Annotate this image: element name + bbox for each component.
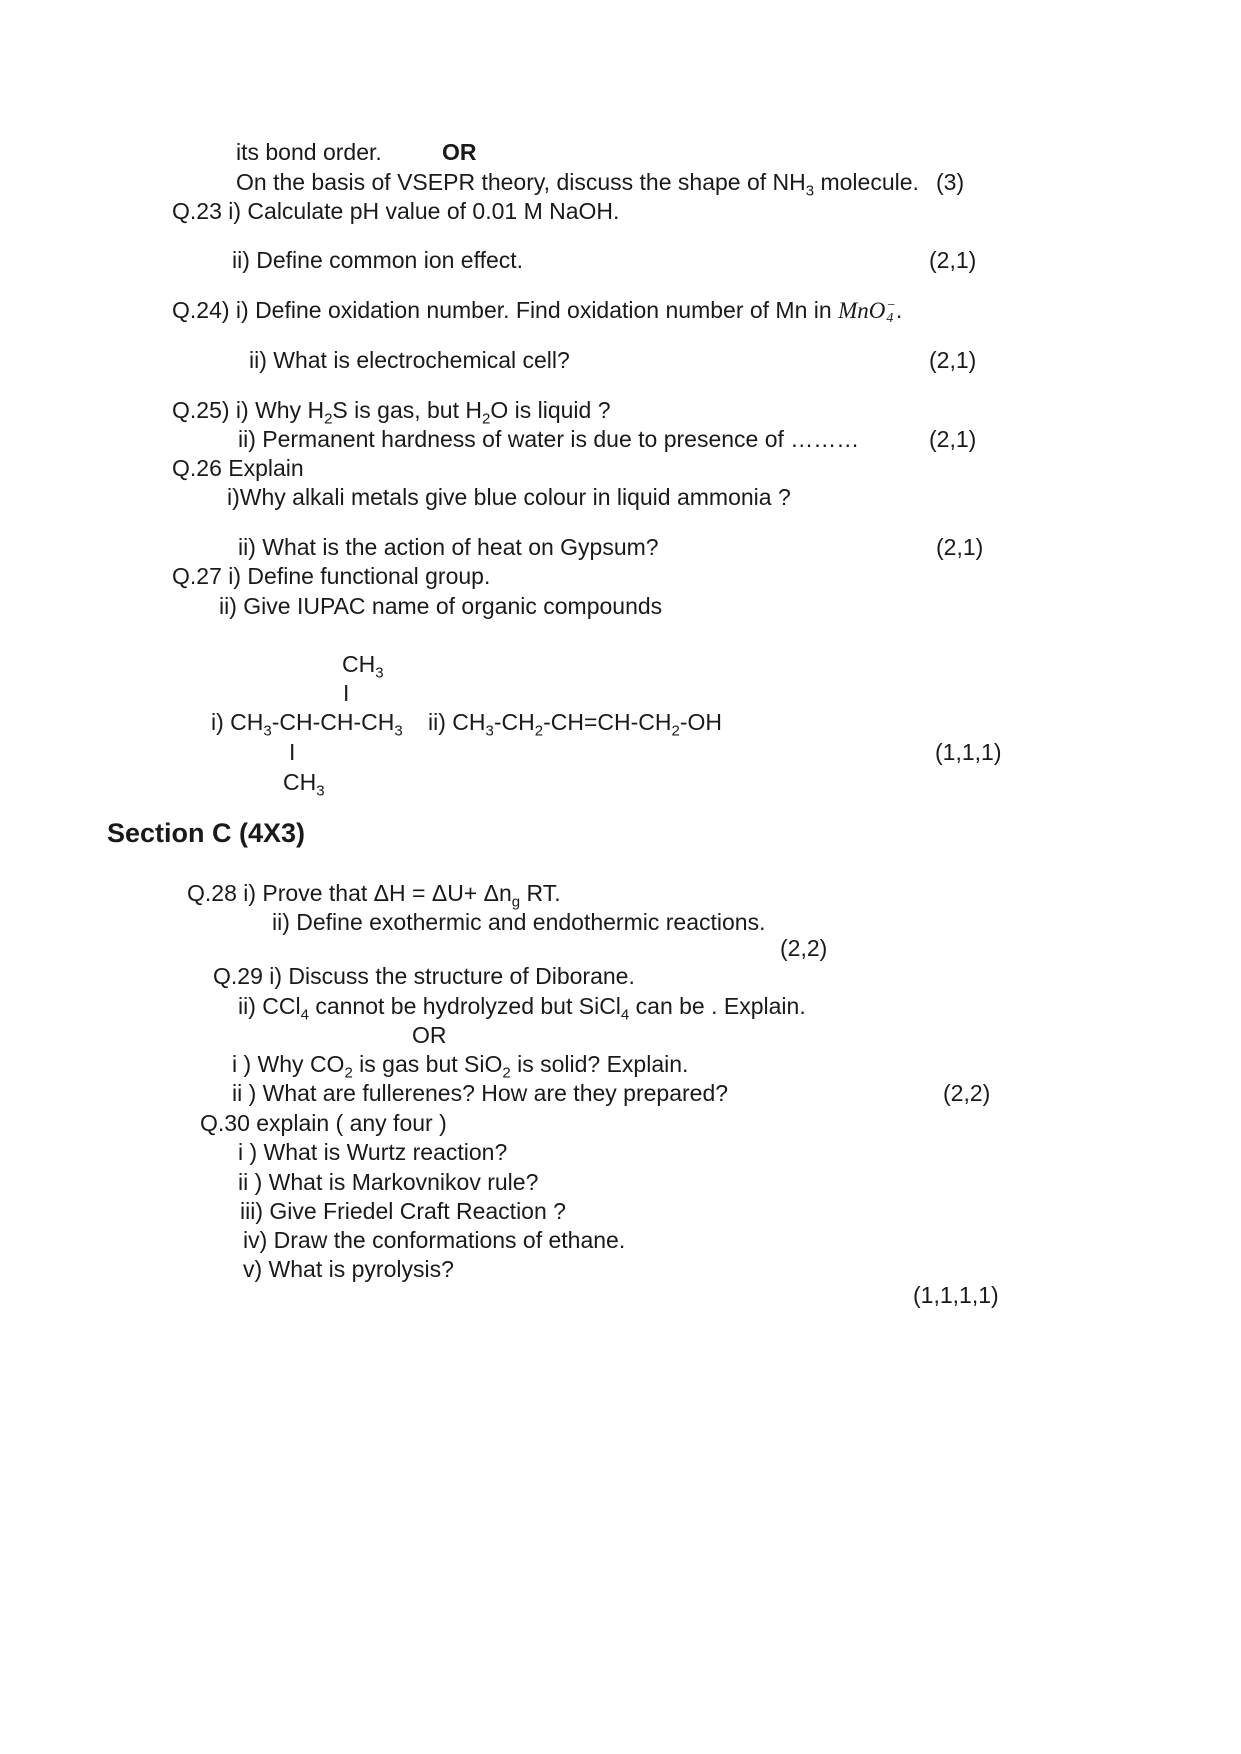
q28-text: Q.28 i) Prove that ΔH = ΔU+ Δn bbox=[187, 880, 512, 906]
subscript: 2 bbox=[344, 1064, 353, 1082]
marks-q30: (1,1,1,1) bbox=[913, 1282, 999, 1308]
period: . bbox=[895, 297, 903, 323]
superscript: − bbox=[886, 298, 896, 314]
subscript: 2 bbox=[534, 722, 544, 740]
q28-part-i bbox=[187, 882, 561, 910]
subscript: 2 bbox=[671, 722, 680, 740]
subscript: 3 bbox=[394, 722, 403, 740]
subscript: 2 bbox=[324, 410, 333, 428]
q24-part-ii: ii) What is electrochemical cell? bbox=[249, 347, 570, 373]
chain-text-a: i) CH bbox=[211, 709, 264, 735]
q25-part-i bbox=[172, 399, 611, 427]
q25-text-a: Q.25) i) Why H bbox=[172, 397, 325, 423]
q27-part-ii: ii) Give IUPAC name of organic compounds bbox=[219, 593, 663, 619]
c2-text-c: -CH=CH-CH bbox=[543, 709, 672, 735]
marks-q25: (2,1) bbox=[929, 426, 977, 452]
bond-order-text: its bond order. bbox=[236, 139, 382, 165]
section-c-heading: Section C (4X3) bbox=[107, 818, 306, 848]
q26-part-i: i)Why alkali metals give blue colour in liquid ammonia ? bbox=[227, 484, 791, 510]
q29-alt-part-ii: ii ) What are fullerenes? How are they prepared? bbox=[232, 1080, 729, 1106]
subscript: 2 bbox=[482, 410, 491, 428]
permanganate-formula bbox=[838, 298, 896, 326]
or-label: OR bbox=[442, 139, 477, 165]
marks-q22: (3) bbox=[936, 169, 965, 195]
q29-alt-part-i bbox=[232, 1053, 688, 1081]
q29c-text-b: is gas but SiO bbox=[352, 1051, 503, 1077]
q24-text: Q.24) i) Define oxidation number. Find oxidation number of Mn in bbox=[172, 297, 839, 323]
subscript: 3 bbox=[805, 182, 815, 200]
subscript: 3 bbox=[263, 722, 272, 740]
q30-item-iv: iv) Draw the conformations of ethane. bbox=[243, 1227, 626, 1253]
chain-text-b: -CH-CH-CH bbox=[271, 709, 395, 735]
q29-text-c: can be . Explain. bbox=[629, 993, 806, 1019]
q29-text-a: ii) CCl bbox=[238, 993, 301, 1019]
marks-q26: (2,1) bbox=[936, 534, 984, 560]
q24-part-i bbox=[172, 299, 902, 325]
subscript: 4 bbox=[300, 1006, 309, 1024]
ch-text: CH bbox=[283, 769, 317, 795]
q29-text-b: cannot be hydrolyzed but SiCl bbox=[308, 993, 621, 1019]
q30-item-iii: iii) Give Friedel Craft Reaction ? bbox=[240, 1198, 566, 1224]
q30-item-ii: ii ) What is Markovnikov rule? bbox=[238, 1169, 539, 1195]
q25-text-b: S is gas, but H bbox=[332, 397, 482, 423]
q27-part-i: Q.27 i) Define functional group. bbox=[172, 563, 491, 589]
q26-heading: Q.26 Explain bbox=[172, 455, 304, 481]
subscript: 4 bbox=[886, 310, 894, 326]
q25-text-c: O is liquid ? bbox=[490, 397, 611, 423]
compound-i-bottom-bond: I bbox=[289, 739, 296, 765]
compound-i-main-chain bbox=[211, 711, 403, 739]
marks-q23: (2,1) bbox=[929, 247, 977, 273]
subscript: g bbox=[511, 893, 521, 911]
q29-or-label: OR bbox=[412, 1022, 447, 1048]
q23-part-ii: ii) Define common ion effect. bbox=[232, 247, 524, 273]
compound-i-top-bond: I bbox=[343, 680, 350, 706]
marks-q28: (2,2) bbox=[780, 935, 828, 961]
q23-part-i: Q.23 i) Calculate pH value of 0.01 M NaOH. bbox=[172, 198, 620, 224]
subscript: 3 bbox=[316, 782, 325, 800]
subscript: 4 bbox=[620, 1006, 630, 1024]
compound-i-bottom-methyl bbox=[283, 771, 325, 799]
q26-part-ii: ii) What is the action of heat on Gypsum? bbox=[238, 534, 659, 560]
q30-heading: Q.30 explain ( any four ) bbox=[200, 1110, 447, 1136]
q29c-text-c: is solid? Explain. bbox=[510, 1051, 689, 1077]
vsepr-question bbox=[236, 171, 919, 199]
formula-text: MnO bbox=[838, 298, 886, 323]
q29-part-ii bbox=[238, 995, 806, 1023]
vsepr-text-end: molecule. bbox=[814, 169, 919, 195]
c2-text-d: -OH bbox=[679, 709, 723, 735]
q29c-text-a: i ) Why CO bbox=[232, 1051, 345, 1077]
q28-text-end: RT. bbox=[520, 880, 561, 906]
ch-text: CH bbox=[342, 651, 376, 677]
q28-part-ii: ii) Define exothermic and endothermic reactions. bbox=[272, 909, 766, 935]
q22-text-bond-order bbox=[236, 141, 382, 164]
q30-item-v: v) What is pyrolysis? bbox=[243, 1256, 454, 1282]
compound-ii bbox=[428, 711, 722, 739]
compound-i-top-methyl bbox=[342, 653, 384, 681]
marks-q24: (2,1) bbox=[929, 347, 977, 373]
vsepr-text: On the basis of VSEPR theory, discuss the shape of NH bbox=[236, 169, 806, 195]
c2-text-b: -CH bbox=[493, 709, 535, 735]
subscript: 3 bbox=[485, 722, 494, 740]
q25-part-ii: ii) Permanent hardness of water is due to presence of ……… bbox=[238, 426, 860, 452]
subscript: 2 bbox=[502, 1064, 511, 1082]
marks-q29: (2,2) bbox=[943, 1080, 991, 1106]
c2-text-a: ii) CH bbox=[428, 709, 486, 735]
q29-part-i: Q.29 i) Discuss the structure of Diborane. bbox=[213, 963, 635, 989]
subscript: 3 bbox=[375, 664, 384, 682]
marks-q27: (1,1,1) bbox=[935, 739, 1002, 765]
q30-item-i: i ) What is Wurtz reaction? bbox=[238, 1139, 508, 1165]
